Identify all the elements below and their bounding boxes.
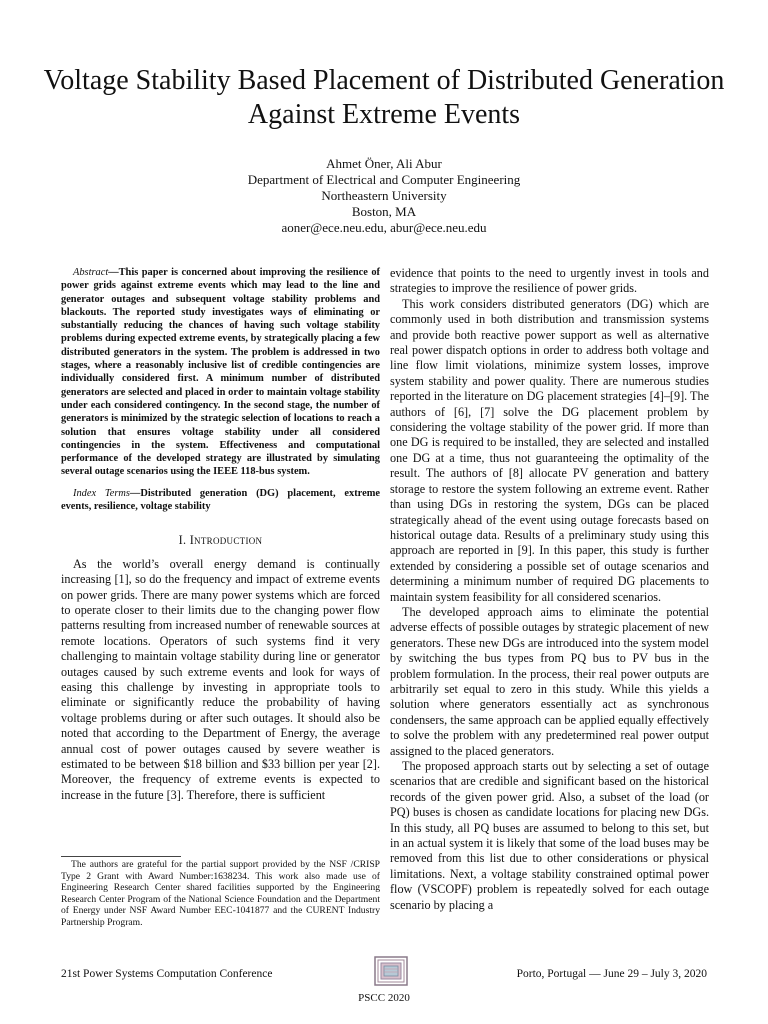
right-column <box>390 266 709 913</box>
left-column <box>61 266 380 803</box>
university: Northeastern University <box>321 188 447 203</box>
index-terms <box>61 487 380 514</box>
index-terms-lead: Index Terms <box>73 487 130 499</box>
affiliation: Department of Electrical and Computer Engineering <box>247 172 521 187</box>
footnote-rule <box>61 856 181 857</box>
intro-paragraph-3: The developed approach aims to eliminate the potential adverse effects of possible outages by strategic placement of new generators. These new DGs are introduced into the system model by switching the bus types from PQ bus to PV bus in the problem formulation. In the process, their real power outputs are arbitrarily set equal to zero in this study. While this yields a solution where generators essentially act as synchronous condensers, the same approach can be applied equally effectively to solve the problem with any predetermined real power output assigned to the placed generators. <box>390 604 709 758</box>
footer-conference: 21st Power Systems Computation Conference <box>61 968 273 980</box>
abstract-text: —This paper is concerned about improving the resilience of power grids against extreme events which may lead to the line and generator outages and subsequent voltage stability problems and blackouts. The reported study investigates ways of eliminating or substantially reducing the chances of having such voltage stability problems during expected extreme events, by strategically placing a few distributed generators in the system. The problem is addressed in two stages, where a reasonably inclusive list of credible contingencies are individually considered first. A minimum number of distributed generators are selected and placed in order to maintain voltage stability under each considered contingency. In the second stage, the number of generators is minimized by the strategic selection of locations to reach a solution that ensures voltage stability under all considered contingencies in the system. Effectiveness and computational performance of the developed strategy are illustrated by simulating several outage scenarios using the IEEE 118-bus system. <box>61 267 380 478</box>
pscc-logo-icon <box>374 956 408 986</box>
intro-paragraph-1: As the world’s overall energy demand is continually increasing [1], so do the frequency and impact of extreme events on power grids. There are many power systems which are forced to operate closer to their limits due to the changing power flow patterns resulting from increased number of renewable sources at remote locations. Operators of such systems find it very challenging to maintain voltage stability during line or generator outages caused by such extreme events and look for ways of easing this challenge by investing in appropriate tools to eliminate or significantly reduce the probability of having voltage problems during or after such outages. It should also be noted that according to the Department of Energy, the average annual cost of power outages caused by severe weather is estimated to be between $18 billion and $33 billion per year [2]. Moreover, the frequency of extreme events is expected to increase in the future [3]. Therefore, there is sufficient <box>61 556 380 802</box>
footer-location-date: Porto, Portugal — June 29 – July 3, 2020 <box>516 968 707 980</box>
section-heading-introduction: I. Introduction <box>178 533 263 548</box>
author-block <box>100 156 668 236</box>
paper-title: Voltage Stability Based Placement of Distributed Generation Against Extreme Events <box>43 65 725 130</box>
index-terms-text: —Distributed generation (DG) placement, extreme events, resilience, voltage stability <box>61 487 380 513</box>
intro-paragraph-2: This work considers distributed generators (DG) which are commonly used in both distribution and transmission systems and provide both reactive power support as well as alternative real power dispatch options in order to address both voltage and line flow limit violations, minimize system losses, improve system stability and power quality. There are numerous studies reported in the literature on DG placement strategies [4]–[9]. The authors of [6], [7] solve the DG placement problem by considering the voltage stability of the power grid. If more than one DG is required to be installed, they are selected and installed one DG at a time, thus not guaranteeing the optimality of the result. The authors of [8] allocate PV generation and battery storage to restore the system following an extreme event. Rather than using DGs in restoring the system, DGs can be placed strategically ahead of the event using outage forecasts based on historical outage data. Results of a preliminary study using this approach are reported in [9]. In this paper, this study is further extended by considering a possible set of outage scenarios and determining a minimum number of required DG placements to maintain system feasibility for all considered scenarios. <box>390 296 709 604</box>
intro-paragraph-continued: evidence that points to the need to urgently invest in tools and strategies to improve the resilience of power grids. <box>390 266 709 296</box>
abstract <box>61 266 380 479</box>
footnote: The authors are grateful for the partial support provided by the NSF /CRISP Type 2 Grant with Award Number:1638234. This work also made use of Engineering Research Center shared facilities supported by the Engineering Research Center Program of the National Science Foundation and the Department of Energy under NSF Award Number EEC-1041877 and the CURENT Industry Partnership Program. <box>61 859 380 928</box>
footer-pscc: PSCC 2020 <box>358 992 410 1004</box>
location: Boston, MA <box>351 204 417 219</box>
author-email: aoner@ece.neu.edu, abur@ece.neu.edu <box>281 220 487 235</box>
intro-paragraph-4: The proposed approach starts out by selecting a set of outage scenarios that are credible and significant based on the historical records of the given power grid. Also, a subset of the load (or PQ) buses is chosen as candidate locations for placing new DGs. In this study, all PQ buses are assumed to belong to this set, but in an actual system it is likely that some of the load buses may be removed from this list due to other considerations or physical limitations. Next, a voltage stability constrained optimal power flow (VSCOPF) problem is repeatedly solved for each outage scenario by placing a <box>390 759 709 912</box>
abstract-lead: Abstract <box>73 267 109 278</box>
author-names: Ahmet Öner, Ali Abur <box>326 156 442 171</box>
